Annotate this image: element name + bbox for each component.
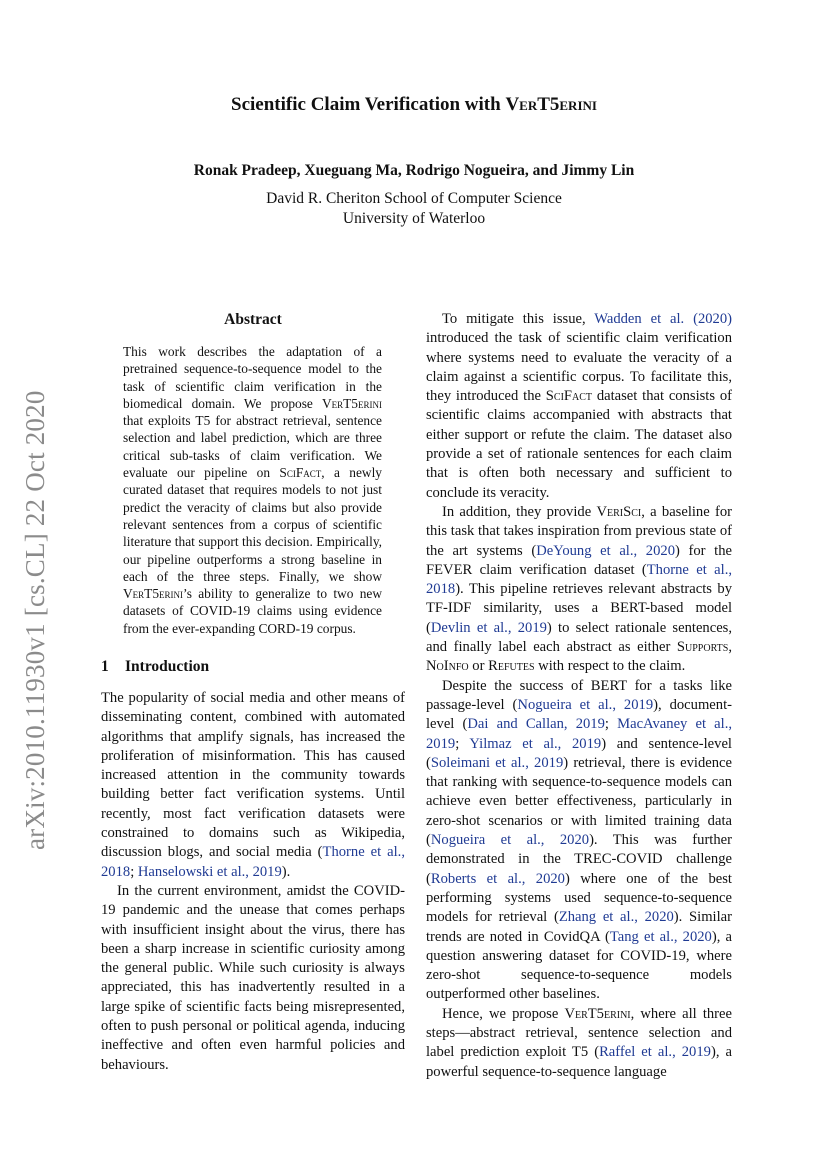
citation-link[interactable]: DeYoung et al., 2020 <box>536 542 675 559</box>
p5-separator: ; <box>604 716 618 733</box>
left-column-body <box>101 689 405 1075</box>
abstract-text-4: ’s ability to generalize to two new datasets of COVID-19 claims using evidence from the ever-expanding CORD-19 corpus. <box>123 586 382 636</box>
author-list: Ronak Pradeep, Xueguang Ma, Rodrigo Nogueira, and Jimmy Lin <box>193 162 635 179</box>
p5-text-1: Despite the success of BERT for a tasks like passage-level ( <box>426 677 732 713</box>
p6-text-2: , where all three steps—abstract retrieval, sentence selection and label prediction exploit T5 ( <box>426 1005 732 1061</box>
citation-link[interactable]: Thorne et al., 2018 <box>101 844 405 880</box>
citation-link[interactable]: Thorne et al., 2018 <box>426 561 732 598</box>
citation-link[interactable]: MacAvaney et al., 2019 <box>426 716 732 752</box>
intro-paragraph-2: In the current environment, amidst the COVID-19 pandemic and the unease that comes perhaps with insufficient insight about the virus, there has been a sharp increase in scientific curiosity among the general public. While such curiosity is always appreciated, this has inadvertently resulted in a large spike of scientific facts being misrepresented, often to push personal or political agenda, inducing ineffective and often even harmful policies and behaviours. <box>101 882 405 1073</box>
abstract-text-3: , a newly curated dataset that requires models to not just predict the veracity of claims but also provide relevant sentences from a corpus of scientific literature that support this decision. Empirically, our pipeline outperforms a strong baseline in each of the three steps. Finally, we show <box>123 465 382 584</box>
abstract-dataset-name: SciFact <box>279 465 322 481</box>
citation-link[interactable]: Raffel et al., 2019 <box>599 1044 711 1061</box>
section-number: 1 <box>101 658 109 675</box>
p4-text-7: or <box>468 658 489 675</box>
p5-text-2: ), document-level ( <box>426 696 732 733</box>
citation-link[interactable]: Nogueira et al., 2020 <box>430 832 590 849</box>
right-column-body <box>426 310 732 1082</box>
p5-text-5: ). This was further demonstrated in the TREC-COVID challenge ( <box>426 832 732 887</box>
p4-text-1: In addition, they provide <box>442 503 597 520</box>
title-prefix: Scientific Claim Verification with <box>231 94 506 115</box>
p4-text-8: with respect to the claim. <box>534 658 686 675</box>
p5-text-8: ), a question answering dataset for COVID-19, where zero-shot sequence-to-sequence models outperformed other baselines. <box>426 928 733 1003</box>
p4-text-5: ) to select rationale sentences, and finally label each abstract as either <box>426 619 732 656</box>
p3-text-2: introduced the task of scientific claim verification where systems need to evaluate the veracity of a claim against a scientific corpus. To facilitate this, they introduced the <box>426 330 732 405</box>
label-supports: Supports <box>676 639 729 656</box>
citation-link[interactable]: Nogueira et al., 2019 <box>517 696 654 713</box>
citation-link[interactable]: Wadden et al. (2020) <box>594 311 733 327</box>
p5-text-3: ) and sentence-level ( <box>426 735 732 771</box>
citation-link[interactable]: Soleimani et al., 2019 <box>430 754 564 771</box>
abstract-text <box>123 343 382 637</box>
citation-link[interactable]: Hanselowski et al., 2019 <box>137 863 282 880</box>
citation-link[interactable]: Tang et al., 2020 <box>609 928 712 945</box>
abstract-heading: Abstract <box>224 311 282 328</box>
section-title: Introduction <box>125 658 210 675</box>
p1-text-2: ). <box>281 863 291 880</box>
p6-text-1: Hence, we propose <box>442 1005 565 1022</box>
paper-title <box>0 94 828 116</box>
affiliation <box>0 189 828 229</box>
arxiv-stamp <box>20 366 60 850</box>
p6-text-3: ), a powerful sequence-to-sequence language <box>426 1044 732 1080</box>
intro-paragraph-6 <box>426 1005 732 1082</box>
section-heading-introduction <box>101 658 209 676</box>
p5-text-4: ) retrieval, there is evidence that ranking with sequence-to-sequence models can achieve even better effectiveness, particularly in zero-shot scenarios or with limited training data ( <box>426 754 732 849</box>
affiliation-university: University of Waterloo <box>342 210 486 227</box>
model-name: VerT5erini <box>564 1005 631 1022</box>
p5-text-7: ). Similar trends are noted in CovidQA ( <box>426 909 732 945</box>
intro-paragraph-1 <box>101 689 405 882</box>
baseline-name: VeriSci <box>596 503 642 520</box>
p4-text-3: ) for the FEVER claim verification dataset ( <box>426 542 732 578</box>
p4-text-2: , a baseline for this task that takes inspiration from previous state of the art systems ( <box>426 503 733 559</box>
citation-link[interactable]: Devlin et al., 2019 <box>430 619 547 636</box>
abstract-model-name: VerT5erini <box>321 395 382 411</box>
title-model-name: VerT5erini <box>505 94 597 115</box>
dataset-name: SciFact <box>545 388 593 405</box>
p1-separator: ; <box>130 863 138 880</box>
intro-paragraph-5 <box>426 677 732 1005</box>
label-refutes: Refutes <box>488 658 535 675</box>
arxiv-stamp-text: arXiv:2010.11930v1 [cs.CL] 22 Oct 2020 <box>20 390 50 850</box>
p5-text-6: ) where one of the best performing systems used sequence-to-sequence models for retrieval ( <box>426 870 732 926</box>
citation-link[interactable]: Yilmaz et al., 2019 <box>469 735 602 752</box>
abstract-model-name-2: VerT5erini <box>123 586 184 602</box>
intro-paragraph-3 <box>426 310 732 503</box>
p5-separator: ; <box>455 735 470 752</box>
abstract-text-2: that exploits T5 for abstract retrieval, sentence selection and label prediction, which are three critical sub-tasks of claim verification. We evaluate our pipeline on <box>123 413 382 481</box>
citation-link[interactable]: Dai and Callan, 2019 <box>467 716 605 733</box>
abstract-text-1: This work describes the adaptation of a pretrained sequence-to-sequence model to the task of scientific claim verification in the biomedical domain. We propose <box>123 344 382 411</box>
affiliation-department: David R. Cheriton School of Computer Science <box>266 190 562 207</box>
p1-text-1: The popularity of social media and other means of disseminating content, combined with automated algorithms that amplify signals, has increased the proliferation of misinformation. This has caused increased attention in the community towards building better fact verification systems. Until recently, most fact verification datasets were constrained to domains such as Wikipedia, discussion blogs, and social media ( <box>101 690 405 861</box>
p3-text-3: dataset that consists of scientific claims accompanied with abstracts that either support or refute the claim. The dataset also provide a set of rationale sentences for each claim that is often both necessary and sufficient to conclude its veracity. <box>426 388 733 501</box>
intro-paragraph-4 <box>426 503 732 677</box>
label-noinfo: NoInfo <box>426 658 469 675</box>
citation-link[interactable]: Zhang et al., 2020 <box>558 909 674 926</box>
p3-text-1: To mitigate this issue, <box>442 311 595 327</box>
p4-text-6: , <box>728 639 732 656</box>
p4-text-4: ). This pipeline retrieves relevant abstracts by TF-IDF similarity, uses a BERT-based model ( <box>426 581 732 636</box>
citation-link[interactable]: Roberts et al., 2020 <box>430 870 565 887</box>
